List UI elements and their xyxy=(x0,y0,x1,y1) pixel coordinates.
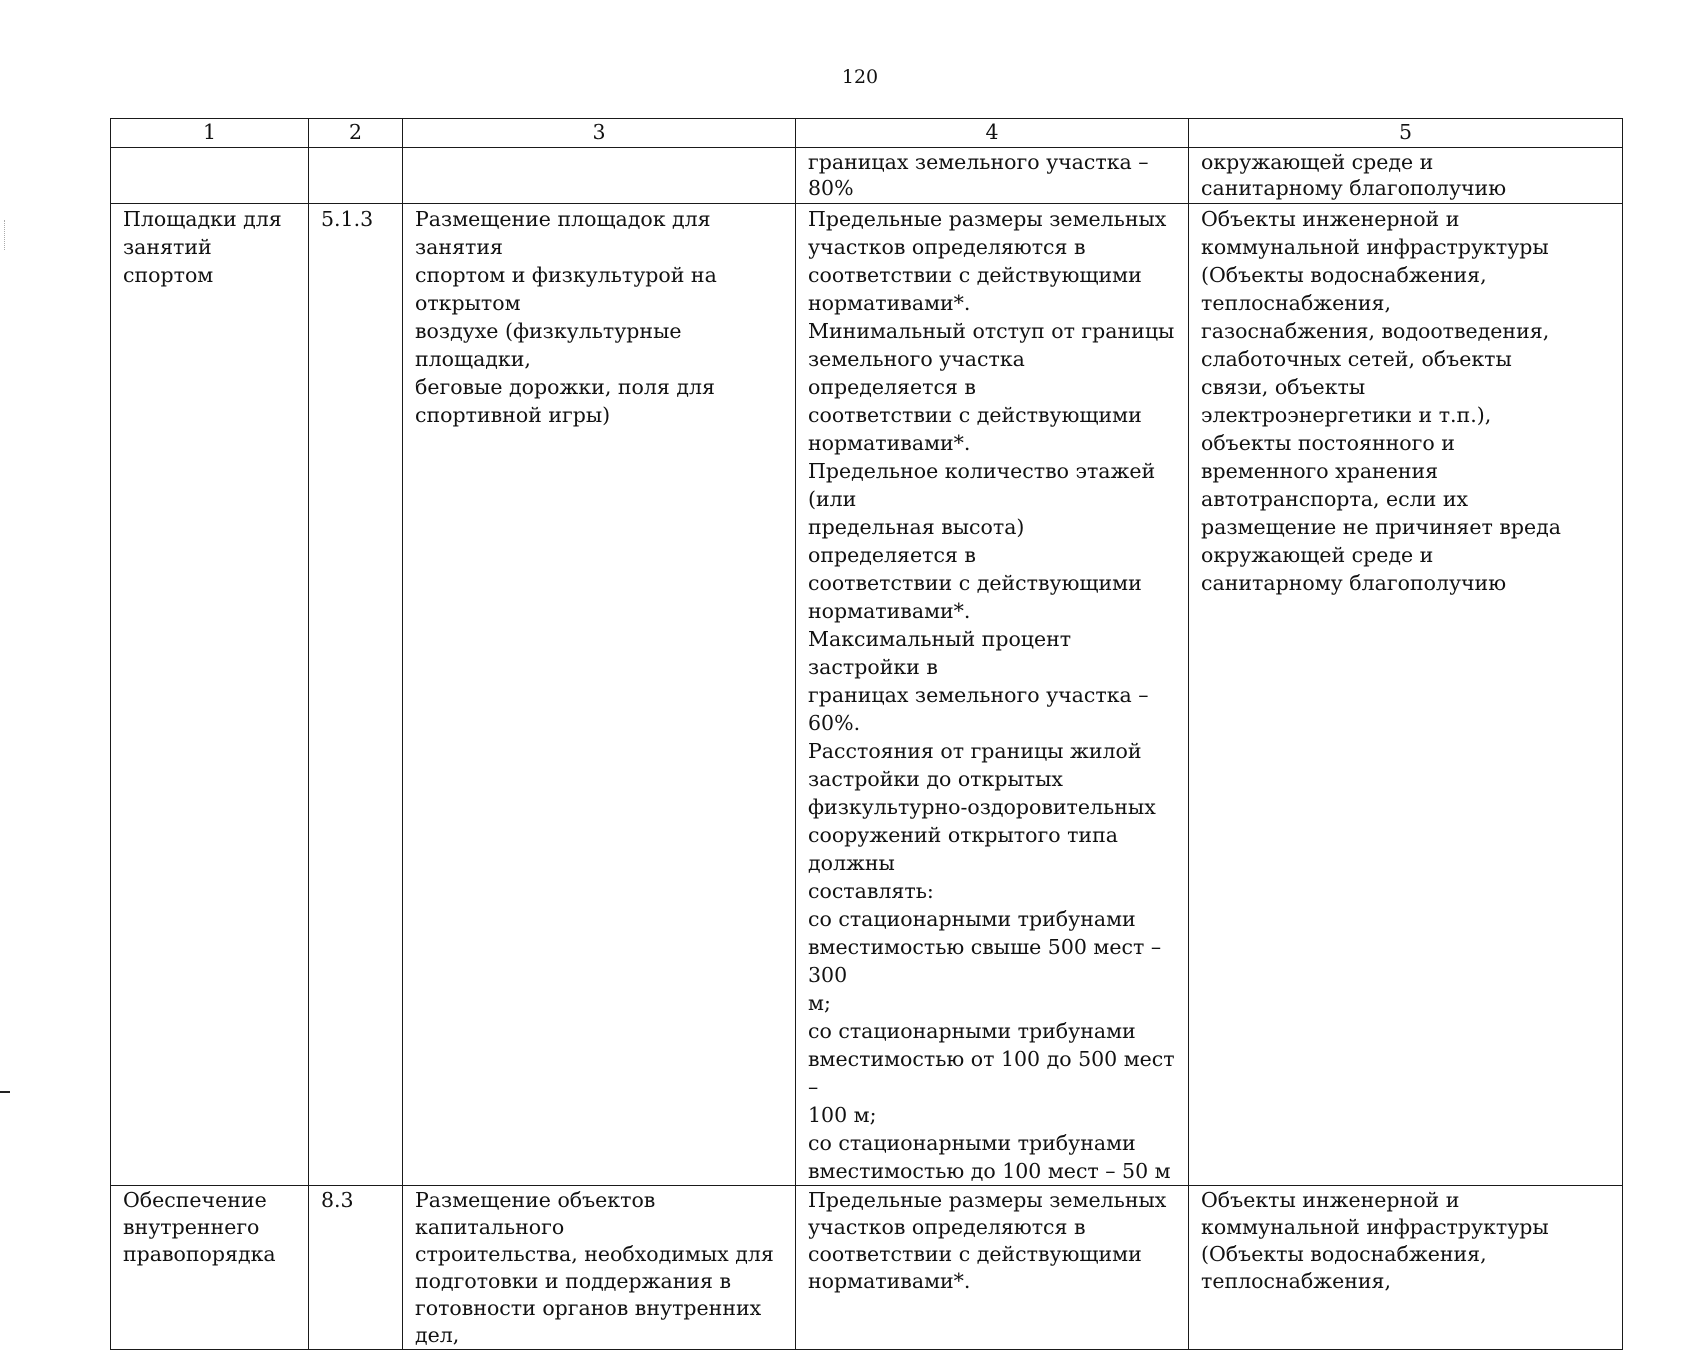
cell-description: Размещение площадок для занятия спортом и физкультурой на открытом воздухе (физкультурные площадки, беговые дорожки, поля для спортивной игры) xyxy=(403,204,796,1186)
margin-dots xyxy=(4,220,7,250)
cell-description xyxy=(403,148,796,204)
table-row xyxy=(111,148,1623,204)
table-row xyxy=(111,204,1623,1186)
header-cell-5: 5 xyxy=(1189,119,1623,148)
cell-description: Размещение объектов капитального строительства, необходимых для подготовки и поддержания в готовности органов внутренних дел, xyxy=(403,1186,796,1350)
cell-parameters: границах земельного участка – 80% xyxy=(796,148,1189,204)
cell-auxiliary-uses: Объекты инженерной и коммунальной инфраструктуры (Объекты водоснабжения, теплоснабжения, газоснабжения, водоотведения, слаботочных сетей, объекты связи, объекты электроэнергетики и т.п.), объекты постоянного и временного хранения автотранспорта, если их размещение не причиняет вреда окружающей среде и санитарному благополучию xyxy=(1189,204,1623,1186)
cell-use-name xyxy=(111,148,309,204)
cell-code xyxy=(309,148,403,204)
cell-code: 8.3 xyxy=(309,1186,403,1350)
cell-use-name: Площадки для занятий спортом xyxy=(111,204,309,1186)
header-cell-2: 2 xyxy=(309,119,403,148)
regulations-table xyxy=(110,118,1623,1350)
margin-mark xyxy=(0,1091,10,1093)
cell-auxiliary-uses: Объекты инженерной и коммунальной инфраструктуры (Объекты водоснабжения, теплоснабжения, xyxy=(1189,1186,1623,1350)
cell-use-name: Обеспечение внутреннего правопорядка xyxy=(111,1186,309,1350)
page-number: 120 xyxy=(841,66,879,88)
cell-code: 5.1.3 xyxy=(309,204,403,1186)
cell-auxiliary-uses: окружающей среде и санитарному благополучию xyxy=(1189,148,1623,204)
table-header-row xyxy=(111,119,1623,148)
header-cell-4: 4 xyxy=(796,119,1189,148)
header-cell-1: 1 xyxy=(111,119,309,148)
cell-parameters: Предельные размеры земельных участков определяются в соответствии с действующими нормативами*. xyxy=(796,1186,1189,1350)
table-row xyxy=(111,1186,1623,1350)
header-cell-3: 3 xyxy=(403,119,796,148)
cell-parameters: Предельные размеры земельных участков определяются в соответствии с действующими нормативами*. Минимальный отступ от границы земельного участка определяется в соответствии с действующими нормативами*. Предельное количество этажей (или предельная высота) определяется в соответствии с действующими нормативами*. Максимальный процент застройки в границах земельного участка – 60%. Расстояния от границы жилой застройки до открытых физкультурно-оздоровительных сооружений открытого типа должны составлять: со стационарными трибунами вместимостью свыше 500 мест – 300 м; со стационарными трибунами вместимостью от 100 до 500 мест – 100 м; со стационарными трибунами вместимостью до 100 мест – 50 м xyxy=(796,204,1189,1186)
